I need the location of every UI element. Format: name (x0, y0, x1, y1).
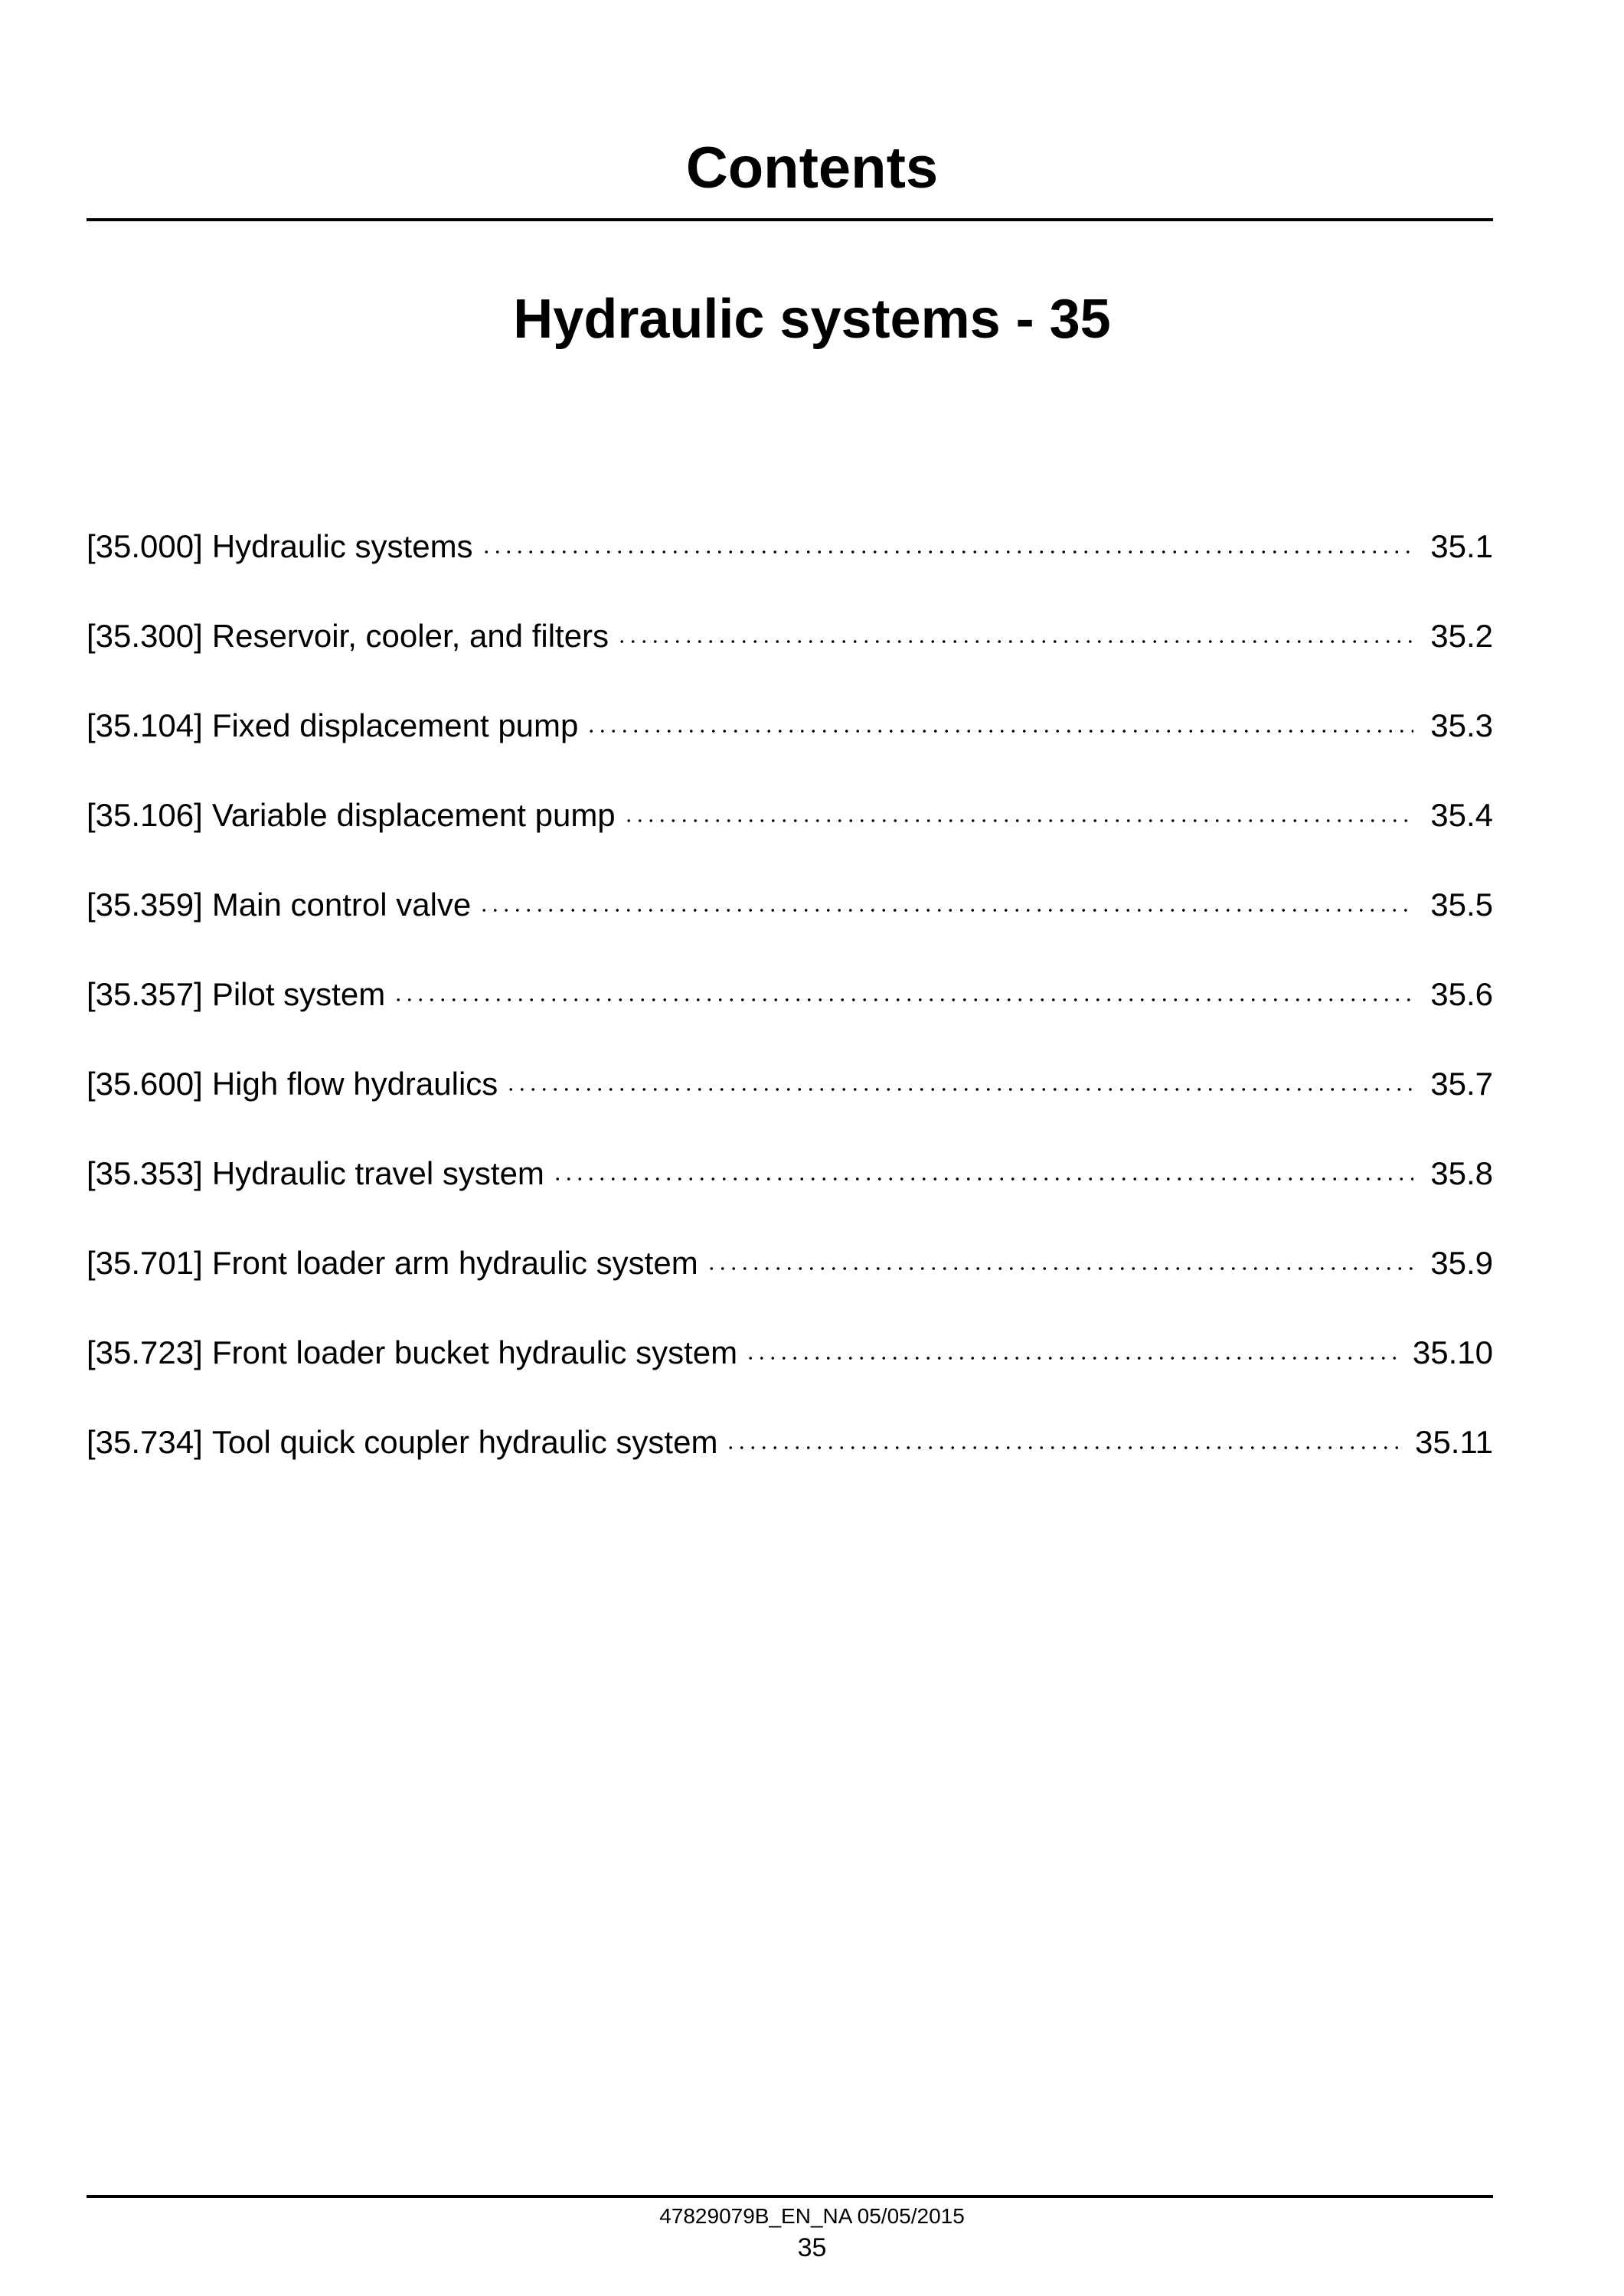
toc-entry[interactable] (87, 770, 1493, 860)
dot-leader (505, 1088, 1413, 1091)
dot-leader (479, 909, 1413, 912)
dot-leader (586, 730, 1413, 733)
table-of-contents (87, 501, 1493, 1487)
toc-entry[interactable] (87, 1039, 1493, 1128)
toc-entry-page[interactable]: 35.11 (1415, 1423, 1493, 1460)
dot-leader (552, 1177, 1413, 1181)
toc-entry-title[interactable]: Front loader arm hydraulic system (211, 1244, 698, 1281)
toc-entry-page[interactable]: 35.3 (1430, 707, 1493, 743)
dot-leader (623, 819, 1414, 822)
toc-entry-title[interactable]: Tool quick coupler hydraulic system (211, 1423, 718, 1460)
toc-entry-code: [35.357] (87, 975, 203, 1012)
toc-entry[interactable] (87, 501, 1493, 591)
toc-entry-page[interactable]: 35.5 (1430, 886, 1493, 923)
toc-entry[interactable] (87, 1397, 1493, 1487)
toc-entry-page[interactable]: 35.2 (1430, 617, 1493, 654)
toc-entry-page[interactable]: 35.10 (1412, 1334, 1493, 1370)
toc-entry-code: [35.106] (87, 796, 203, 833)
toc-entry-code: [35.359] (87, 886, 203, 923)
toc-entry-code: [35.734] (87, 1423, 203, 1460)
toc-entry-code: [35.353] (87, 1155, 203, 1191)
toc-entry-title[interactable]: Hydraulic systems (211, 527, 473, 564)
header-divider (87, 218, 1493, 221)
dot-leader (745, 1357, 1396, 1360)
toc-entry-page[interactable]: 35.4 (1430, 796, 1493, 833)
page-title: Contents (685, 136, 939, 201)
toc-entry-code: [35.600] (87, 1065, 203, 1102)
toc-entry-title[interactable]: Front loader bucket hydraulic system (211, 1334, 738, 1370)
toc-entry[interactable] (87, 1128, 1493, 1218)
toc-entry-title[interactable]: Hydraulic travel system (211, 1155, 544, 1191)
toc-entry[interactable] (87, 860, 1493, 949)
toc-entry-title[interactable]: Main control valve (211, 886, 472, 923)
toc-entry-page[interactable]: 35.6 (1430, 975, 1493, 1012)
toc-entry-code: [35.723] (87, 1334, 203, 1370)
dot-leader (706, 1267, 1414, 1270)
toc-entry-code: [35.701] (87, 1244, 203, 1281)
footer-document-id: 47829079B_EN_NA 05/05/2015 (659, 2204, 965, 2228)
toc-entry-title[interactable]: Reservoir, cooler, and filters (211, 617, 609, 654)
section-title: Hydraulic systems - 35 (513, 289, 1111, 350)
dot-leader (725, 1446, 1398, 1449)
toc-entry[interactable] (87, 591, 1493, 681)
toc-entry-code: [35.104] (87, 707, 203, 743)
toc-entry-code: [35.000] (87, 527, 203, 564)
toc-entry-page[interactable]: 35.7 (1430, 1065, 1493, 1102)
toc-entry-page[interactable]: 35.8 (1430, 1155, 1493, 1191)
footer-page-number: 35 (797, 2233, 827, 2262)
footer-divider (87, 2195, 1493, 2198)
dot-leader (616, 640, 1413, 643)
toc-entry-title[interactable]: Variable displacement pump (211, 796, 616, 833)
toc-entry[interactable] (87, 1218, 1493, 1308)
toc-entry-page[interactable]: 35.1 (1430, 527, 1493, 564)
toc-entry-page[interactable]: 35.9 (1430, 1244, 1493, 1281)
toc-entry-title[interactable]: Pilot system (211, 975, 386, 1012)
toc-entry[interactable] (87, 681, 1493, 770)
toc-entry[interactable] (87, 949, 1493, 1039)
dot-leader (481, 550, 1414, 554)
toc-entry-title[interactable]: Fixed displacement pump (211, 707, 579, 743)
toc-entry-title[interactable]: High flow hydraulics (211, 1065, 498, 1102)
toc-entry-code: [35.300] (87, 617, 203, 654)
toc-entry[interactable] (87, 1308, 1493, 1397)
dot-leader (393, 998, 1413, 1001)
